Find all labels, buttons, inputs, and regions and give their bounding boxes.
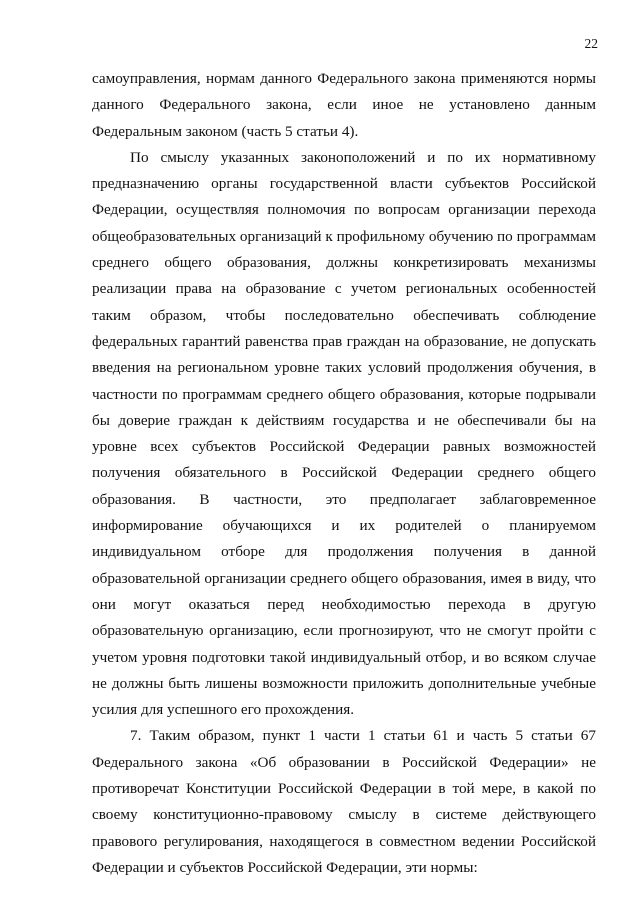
document-body bbox=[92, 66, 596, 881]
paragraph-interpretation: По смыслу указанных законоположений и по их нормативному предназначению органы государственной власти субъектов Российской Федерации, осуществляя полномочия по вопросам организации перехода общеобразовательных организаций к профильному обучению по программам среднего общего образования, должны конкретизировать механизмы реализации права на образование с учетом региональных особенностей таким образом, чтобы последовательно обеспечивать соблюдение федеральных гарантий равенства прав граждан на образование, не допускать введения на региональном уровне таких условий продолжения обучения, в частности по программам среднего общего образования, которые подрывали бы доверие граждан к действиям государства и не обеспечивали бы на уровне всех субъектов Российской Федерации равных возможностей получения обязательного в Российской Федерации среднего общего образования. В частности, это предполагает заблаговременное информирование обучающихся и их родителей о планируемом индивидуальном отборе для продолжения получения в данной образовательной организации среднего общего образования, имея в виду, что они могут оказаться перед необходимостью перехода в другую образовательную организацию, если прогнозируют, что не смогут пройти с учетом уровня подготовки такой индивидуальный отбор, и во всяком случае не должны быть лишены возможности приложить дополнительные учебные усилия для успешного его прохождения. bbox=[92, 148, 596, 719]
page-number: 22 bbox=[584, 36, 598, 51]
paragraph-continuation: самоуправления, нормам данного Федерального закона применяются нормы данного Федерального закона, если иное не установлено данным Федеральным законом (часть 5 статьи 4). bbox=[92, 70, 596, 140]
paragraph-conclusion: 7. Таким образом, пункт 1 части 1 статьи 61 и часть 5 статьи 67 Федерального закона «Об образовании в Российской Федерации» не противоречат Конституции Российской Федерации в той мере, в какой по своему конституционно-правовому смыслу в системе действующего правового регулирования, находящегося в совместном ведении Российской Федерации и субъектов Российской Федерации, эти нормы: bbox=[92, 727, 596, 876]
